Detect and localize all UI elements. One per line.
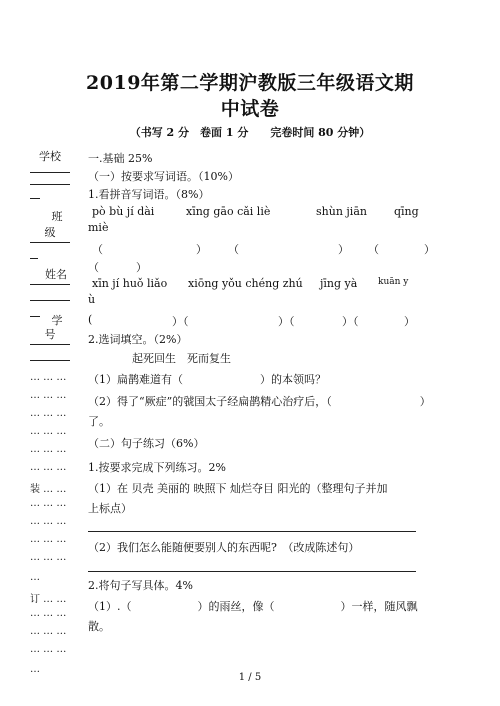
- question-heading: 2.选词填空。（2%）: [88, 333, 188, 346]
- school-label: 学校: [39, 150, 61, 163]
- question-item: （2）我们怎么能随便要别人的东西呢? （改成陈述句）: [88, 541, 360, 554]
- cut-dots: … … …: [30, 626, 67, 637]
- pinyin-item-wrap: miè: [88, 221, 109, 234]
- number-line-2: [30, 360, 70, 361]
- school-line-1: [30, 172, 70, 173]
- cut-dots: … … …: [30, 498, 67, 509]
- cut-dots: … … …: [30, 608, 67, 619]
- class-label-2: 级: [44, 226, 56, 239]
- question-heading: 1.看拼音写词语。（8%）: [88, 188, 210, 201]
- answer-bracket: (: [88, 313, 93, 326]
- pinyin-item: xiōng yǒu chéng zhú: [188, 277, 303, 290]
- cut-dots: …: [30, 664, 40, 675]
- number-label-2: 号: [44, 328, 56, 341]
- class-line-1: [30, 242, 70, 243]
- answer-bracket: （: [228, 243, 239, 256]
- pinyin-item: jīng yà: [320, 277, 358, 290]
- exam-subtitle: （书写 2 分 卷面 1 分 完卷时间 80 分钟）: [129, 126, 371, 139]
- answer-bracket: （: [92, 243, 103, 256]
- name-label: 姓名: [45, 268, 67, 281]
- answer-bracket: （: [88, 261, 99, 274]
- question-item-wrap: 上标点）: [88, 502, 132, 515]
- answer-bracket: ）（: [342, 315, 359, 328]
- pinyin-item: xīng gāo cǎi liè: [186, 205, 271, 218]
- part-heading: （一）按要求写词语。（10%）: [88, 170, 239, 183]
- binding-mark-ding: 订 … …: [30, 594, 67, 605]
- question-item: （2）得了“厥症”的虢国太子经扁鹊精心治疗后，（ ）: [88, 395, 431, 408]
- question-item-wrap: 了。: [88, 415, 110, 428]
- section-heading: 一.基础 25%: [88, 152, 153, 165]
- answer-bracket: ）: [424, 243, 435, 256]
- cut-dots: … … …: [30, 444, 67, 455]
- school-line-3: [30, 198, 40, 199]
- question-item-wrap: 散。: [88, 620, 110, 633]
- answer-bracket: ）（: [172, 315, 189, 328]
- cut-dots: …: [30, 572, 40, 583]
- cut-dots: … … …: [30, 426, 67, 437]
- cut-dots: … … …: [30, 552, 67, 563]
- binding-mark-zhuang: 装 … …: [30, 484, 67, 495]
- cut-dots: … … …: [30, 372, 67, 383]
- part-heading: （二）句子练习（6%）: [88, 437, 205, 450]
- cut-dots: … … …: [30, 644, 67, 655]
- cut-dots: … … …: [30, 390, 67, 401]
- cut-dots: … … …: [30, 462, 67, 473]
- answer-bracket: ）: [338, 243, 349, 256]
- number-label: 学: [51, 314, 63, 327]
- answer-bracket: （: [368, 243, 379, 256]
- answer-line[interactable]: [88, 571, 416, 572]
- question-item: （1）.（ ）的雨丝，像（ ）一样，随风飘: [88, 600, 418, 613]
- page-number: 1 / 5: [238, 672, 262, 683]
- name-line-1: [30, 284, 70, 285]
- question-item: （1）在 贝壳 美丽的 映照下 灿烂夺目 阳光的（整理句子并加: [88, 482, 388, 495]
- exam-title-line2: 中试卷: [220, 98, 280, 120]
- pinyin-item-wrap: ù: [88, 293, 96, 306]
- answer-bracket: ）（: [278, 315, 295, 328]
- question-heading: 2.将句子写具体。4%: [88, 579, 193, 592]
- answer-bracket: ）: [136, 261, 147, 274]
- class-line-2: [30, 258, 38, 259]
- pinyin-item: kuān y: [378, 277, 409, 287]
- question-heading: 1.按要求完成下列练习。2%: [88, 461, 226, 474]
- exam-title-line1: 2019年第二学期沪教版三年级语文期: [86, 72, 414, 94]
- answer-line[interactable]: [88, 531, 416, 532]
- name-line-2: [30, 300, 70, 301]
- cut-dots: … … …: [30, 534, 67, 545]
- word-choices: 起死回生 死而复生: [132, 352, 231, 365]
- pinyin-item: xīn jí huǒ liǎo: [92, 277, 168, 290]
- pinyin-item: shùn jiān: [316, 205, 367, 218]
- question-item: （1）扁鹊难道有（ ）的本领吗？: [88, 373, 326, 386]
- number-line-1: [30, 344, 70, 345]
- class-label: 班: [51, 210, 63, 223]
- pinyin-item: qīng: [394, 205, 419, 218]
- cut-dots: … … …: [30, 516, 67, 527]
- name-line-3: [30, 316, 40, 317]
- cut-dots: … … …: [30, 408, 67, 419]
- answer-bracket: ）: [404, 315, 415, 328]
- answer-bracket: ）: [196, 243, 207, 256]
- pinyin-item: pò bù jí dài: [92, 205, 155, 218]
- school-line-2: [30, 184, 70, 185]
